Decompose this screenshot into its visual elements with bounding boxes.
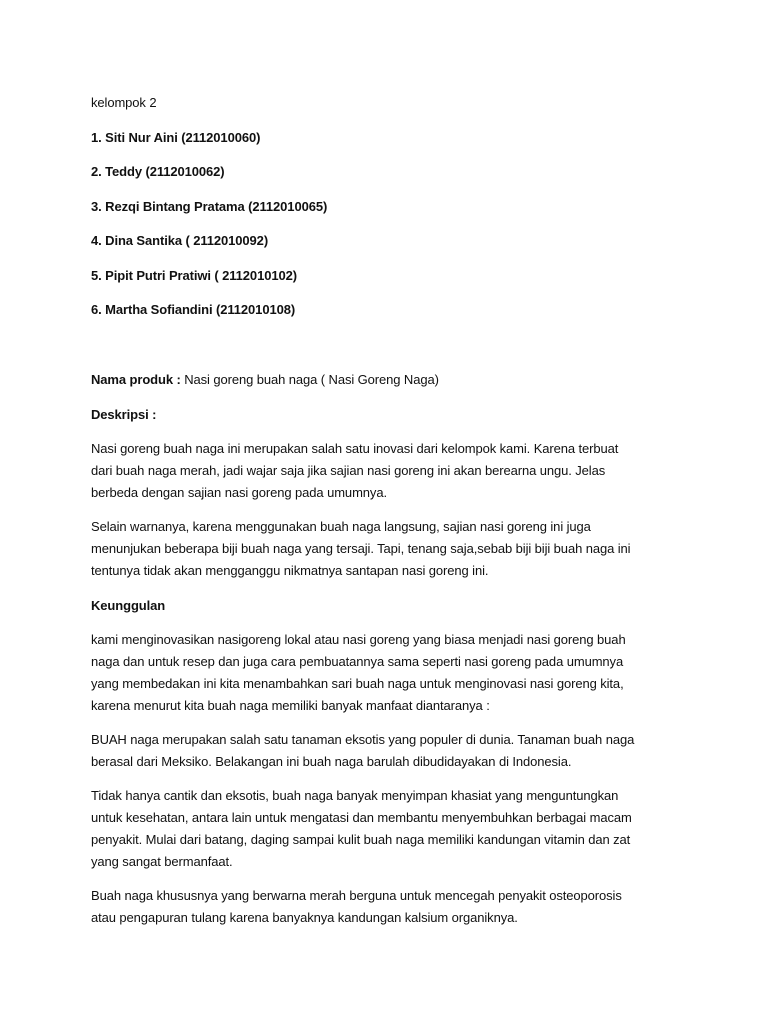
product-line [91, 372, 439, 388]
paragraph-line: yang sangat bermanfaat. [91, 854, 233, 869]
paragraph-line: karena menurut kita buah naga memiliki banyak manfaat diantaranya : [91, 698, 490, 713]
advantages-paragraph-3 [91, 785, 691, 873]
member-1: 1. Siti Nur Aini (2112010060) [91, 130, 261, 145]
paragraph-line: berbeda dengan sajian nasi goreng pada umumnya. [91, 485, 387, 500]
member-2: 2. Teddy (2112010062) [91, 164, 225, 179]
paragraph-line: tentunya tidak akan mengganggu nikmatnya santapan nasi goreng ini. [91, 563, 489, 578]
group-label: kelompok 2 [91, 95, 157, 110]
advantages-paragraph-4 [91, 885, 691, 929]
description-heading: Deskripsi : [91, 407, 157, 422]
advantages-heading: Keunggulan [91, 598, 166, 613]
advantages-paragraph-1 [91, 629, 691, 717]
member-4: 4. Dina Santika ( 2112010092) [91, 233, 269, 248]
paragraph-line: penyakit. Mulai dari batang, daging sampai kulit buah naga memiliki kandungan vitamin dan zat [91, 832, 631, 847]
member-3: 3. Rezqi Bintang Pratama (2112010065) [91, 199, 328, 214]
product-label: Nama produk : [91, 372, 181, 387]
paragraph-line: atau pengapuran tulang karena banyaknya kandungan kalsium organiknya. [91, 910, 518, 925]
member-5: 5. Pipit Putri Pratiwi ( 2112010102) [91, 268, 297, 283]
paragraph-line: Buah naga khususnya yang berwarna merah berguna untuk mencegah penyakit osteoporosis [91, 888, 622, 903]
paragraph-line: Selain warnanya, karena menggunakan buah naga langsung, sajian nasi goreng ini juga [91, 519, 591, 534]
member-6: 6. Martha Sofiandini (2112010108) [91, 302, 296, 317]
paragraph-line: yang membedakan ini kita menambahkan sari buah naga untuk menginovasi nasi goreng kita, [91, 676, 624, 691]
paragraph-line: Nasi goreng buah naga ini merupakan salah satu inovasi dari kelompok kami. Karena terbuat [91, 441, 619, 456]
paragraph-line: Tidak hanya cantik dan eksotis, buah naga banyak menyimpan khasiat yang menguntungkan [91, 788, 619, 803]
paragraph-line: menunjukan beberapa biji buah naga yang tersaji. Tapi, tenang saja,sebab biji biji buah naga ini [91, 541, 631, 556]
paragraph-line: BUAH naga merupakan salah satu tanaman eksotis yang populer di dunia. Tanaman buah naga [91, 732, 635, 747]
description-paragraph-2 [91, 516, 691, 582]
advantages-paragraph-2 [91, 729, 691, 773]
paragraph-line: naga dan untuk resep dan juga cara pembuatannya sama seperti nasi goreng pada umumnya [91, 654, 624, 669]
paragraph-line: untuk kesehatan, antara lain untuk mengatasi dan membantu menyembuhkan berbagai macam [91, 810, 632, 825]
paragraph-line: berasal dari Meksiko. Belakangan ini buah naga barulah dibudidayakan di Indonesia. [91, 754, 572, 769]
product-value: Nasi goreng buah naga ( Nasi Goreng Naga) [180, 372, 439, 387]
description-paragraph-1 [91, 438, 691, 504]
paragraph-line: dari buah naga merah, jadi wajar saja jika sajian nasi goreng ini akan berearna ungu. Jelas [91, 463, 606, 478]
paragraph-line: kami menginovasikan nasigoreng lokal atau nasi goreng yang biasa menjadi nasi goreng buah [91, 632, 626, 647]
